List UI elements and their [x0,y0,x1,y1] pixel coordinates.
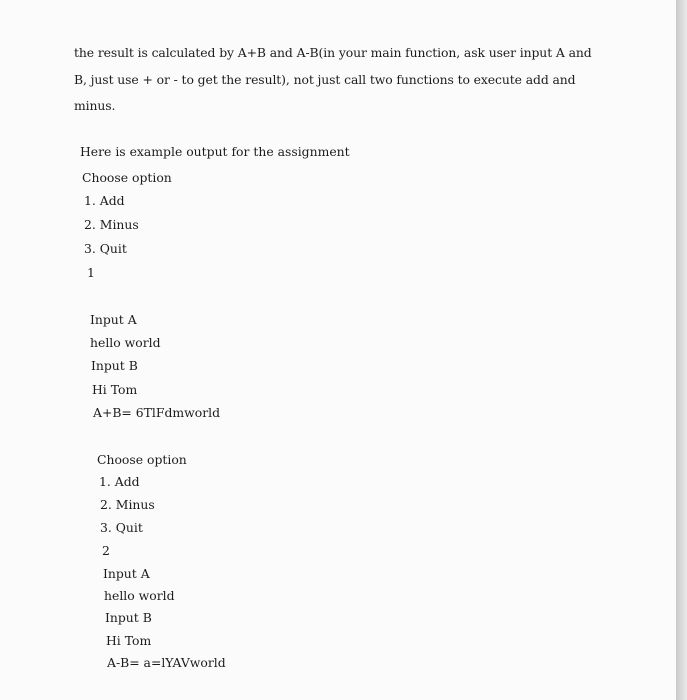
block1-input-b-value: Hi Tom [92,382,138,397]
block2-input-b-label: Input B [105,610,152,625]
block1-option-add: 1. Add [84,193,125,208]
paragraph-line-3: minus. [74,98,116,113]
block1-choose-option: Choose option [82,170,172,185]
block1-user-choice: 1 [87,265,95,280]
page-edge-shadow [676,0,687,700]
block2-option-minus: 2. Minus [100,497,155,512]
block2-choose-option: Choose option [97,452,187,467]
block2-input-a-label: Input A [103,566,150,581]
block1-input-b-label: Input B [91,358,138,373]
example-heading: Here is example output for the assignment [80,144,350,159]
block2-input-a-value: hello world [104,588,175,603]
block2-result: A-B= a=lYAVworld [107,655,226,670]
instruction-paragraph [74,40,594,120]
block1-input-a-value: hello world [90,335,161,350]
block2-user-choice: 2 [102,543,110,558]
block2-option-quit: 3. Quit [100,520,143,535]
block1-option-minus: 2. Minus [84,217,139,232]
block2-input-b-value: Hi Tom [106,633,152,648]
block1-option-quit: 3. Quit [84,241,127,256]
paragraph-line-2: B, just use + or - to get the result), not just call two functions to execute add and [74,71,576,87]
block1-input-a-label: Input A [90,312,137,327]
block2-option-add: 1. Add [99,474,140,489]
paragraph-line-1: the result is calculated by A+B and A-B(in your main function, ask user input A and [74,45,592,60]
block1-result: A+B= 6TlFdmworld [93,405,221,420]
